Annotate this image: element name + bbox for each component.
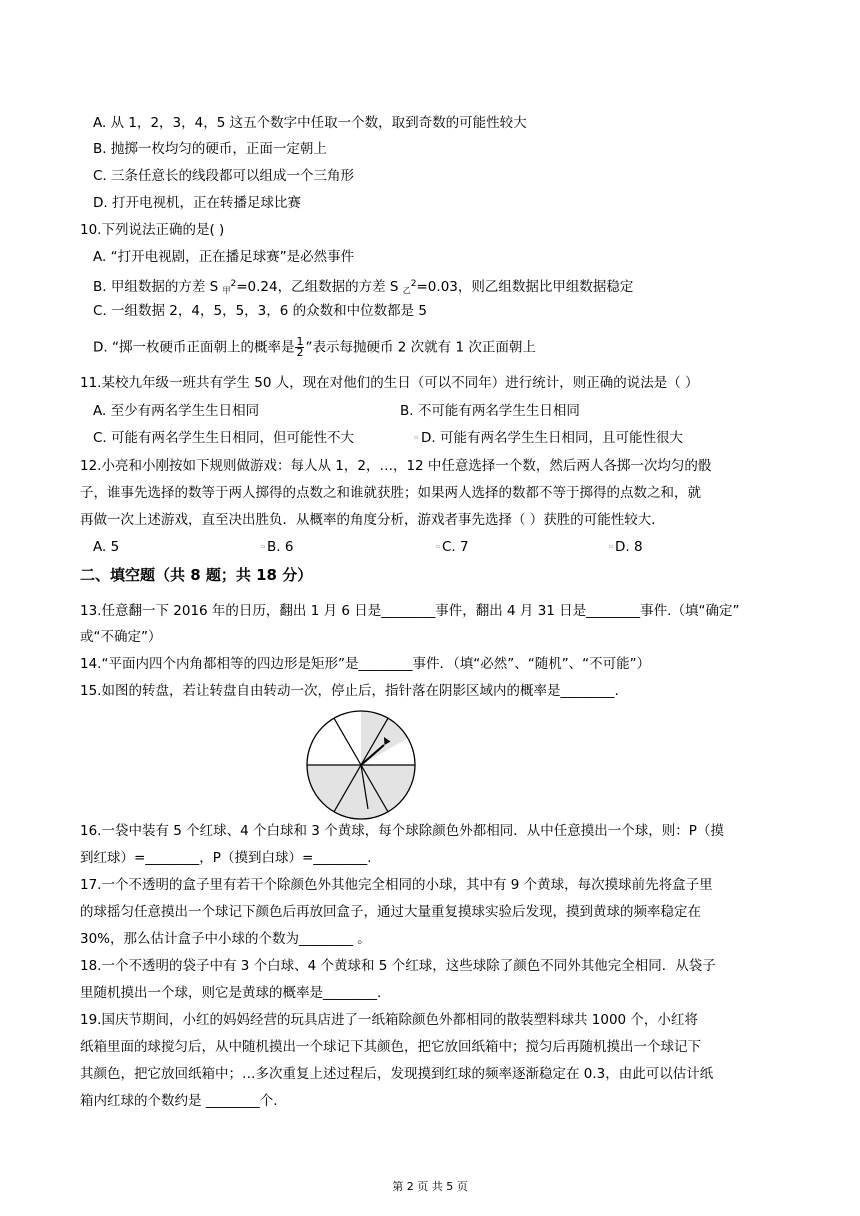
q12-line-3: 再做一次上述游戏，直至决出胜负．从概率的角度分析，游戏者事先选择（ ）获胜的可能性较大． [80,512,665,528]
q12-option-c-marker: ▫ [436,543,441,550]
q15-text: 15.如图的转盘，若让转盘自由转动一次，停止后，指针落在阴影区域内的概率是________. [80,683,619,699]
q18-line-1: 18.一个不透明的袋子中有 3 个白球、4 个黄球和 5 个红球，这些球除了颜色不同外其他完全相同．从袋子 [80,958,716,974]
q10-b-superscript-1: 2 [230,279,237,289]
q10-b-text-3: =0.03，则乙组数据比甲组数据稳定 [416,279,634,295]
fraction-numerator: 1 [296,335,304,348]
q12-option-b: B. 6 [267,539,294,555]
q17-line-2: 的球摇匀任意摸出一个球记下颜色后再放回盒子，通过大量重复摸球实验后发现，摸到黄球的频率稳定在 [80,904,701,920]
q12-option-d: D. 8 [615,539,643,555]
q14-text: 14.“平面内四个内角都相等的四边形是矩形”是________事件．（填“必然”、“随机”、“不可能”） [80,656,651,672]
q19-line-4: 箱内红球的个数约是 ________个. [80,1093,278,1109]
q17-line-1: 17.一个不透明的盒子里有若干个除颜色外其他完全相同的小球，其中有 9 个黄球，每次摸球前先将盒子里 [80,877,713,893]
q10-option-c: C. 一组数据 2，4，5，5，3，6 的众数和中位数都是 5 [93,303,428,319]
section-heading-fill-in: 二、填空题（共 8 题；共 18 分） [80,566,313,584]
q11-option-b: B. 不可能有两名学生生日相同 [400,403,580,419]
q12-line-1: 12.小亮和小刚按如下规则做游戏：每人从 1，2，…，12 中任意选择一个数，然后两人各掷一次均匀的骰 [80,458,712,474]
q11-stem: 11.某校九年级一班共有学生 50 人，现在对他们的生日（可以不同年）进行统计，则正确的说法是（ ） [80,375,699,391]
q11-option-d: D. 可能有两名学生生日相同，且可能性很大 [421,430,683,446]
q12-option-d-marker: ▫ [609,543,614,550]
q12-option-b-marker: ▫ [261,543,266,550]
q10-stem: 10.下列说法正确的是( ) [80,222,225,238]
q17-line-3: 30%，那么估计盒子中小球的个数为________ 。 [80,931,371,947]
q10-b-superscript-2: 2 [410,279,417,289]
q10-option-b [93,275,633,300]
q11-option-c: C. 可能有两名学生生日相同，但可能性不大 [93,430,355,446]
q12-line-2: 子，谁事先选择的数等于两人掷得的点数之和谁就获胜；如果两人选择的数都不等于掷得的点数之和，就 [80,485,701,501]
q9-option-c: C. 三条任意长的线段都可以组成一个三角形 [93,168,355,184]
q16-line-2: 到红球）=________，P（摸到白球）=________. [80,850,372,866]
q16-line-1: 16.一袋中装有 5 个红球、4 个白球和 3 个黄球，每个球除颜色外都相同．从中任意摸出一个球，则：P（摸 [80,823,724,839]
q11-option-a: A. 至少有两名学生生日相同 [93,403,260,419]
q10-d-text-1: D. “掷一枚硬币正面朝上的概率是 [93,339,295,356]
q12-option-c: C. 7 [442,539,469,555]
q9-option-b: B. 抛掷一枚均匀的硬币，正面一定朝上 [93,141,327,157]
fraction-denominator: 2 [296,346,304,359]
q10-b-subscript-2: 乙 [402,286,411,295]
q10-b-subscript-1: 甲 [222,286,231,295]
q19-line-3: 其颜色，把它放回纸箱中；…多次重复上述过程后，发现摸到红球的频率逐渐稳定在 0.3，由此可以估计纸 [80,1066,714,1082]
q12-option-a: A. 5 [93,539,120,555]
q10-d-text-2: ”表示每抛硬币 2 次就有 1 次正面朝上 [305,339,536,356]
q9-option-d: D. 打开电视机，正在转播足球比赛 [93,195,301,211]
q18-line-2: 里随机摸出一个球，则它是黄球的概率是________. [80,985,382,1001]
q9-option-a: A. 从 1，2，3，4，5 这五个数字中任取一个数，取到奇数的可能性较大 [93,115,527,131]
q13-line-2: 或“不确定”） [80,629,162,645]
fraction-one-half [295,337,304,358]
q10-option-a: A. “打开电视剧，正在播足球赛”是必然事件 [93,249,355,265]
q10-option-d [93,337,536,358]
q11-option-d-marker: ▫ [414,434,419,441]
q19-line-1: 19.国庆节期间，小红的妈妈经营的玩具店进了一纸箱除颜色外都相同的散装塑料球共 1000 个，小红将 [80,1012,698,1028]
q19-line-2: 纸箱里面的球搅匀后，从中随机摸出一个球记下其颜色，把它放回纸箱中；搅匀后再随机摸出一个球记下 [80,1039,701,1055]
q13-line-1: 13.任意翻一下 2016 年的日历，翻出 1 月 6 日是________事件，翻出 4 月 31 日是________事件.（填“确定” [80,603,740,619]
q10-b-text-1: B. 甲组数据的方差 S [93,279,223,295]
page-footer: 第 2 页 共 5 页 [392,1180,468,1193]
q10-b-text-2: =0.24，乙组数据的方差 S [236,279,403,295]
